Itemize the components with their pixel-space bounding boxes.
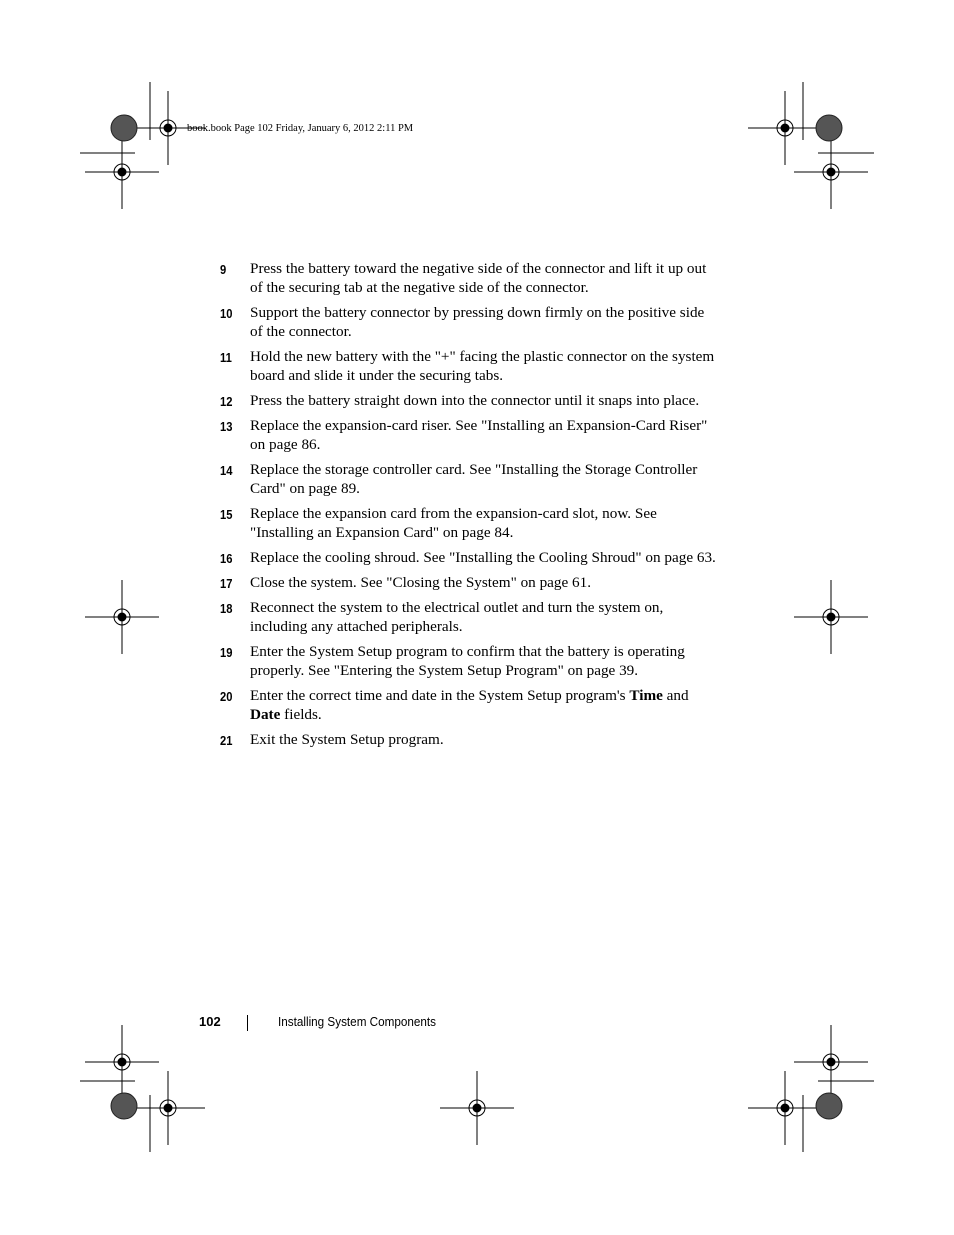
step-number: 21 [220, 733, 233, 748]
registration-mark [440, 1071, 514, 1145]
step-number: 17 [220, 576, 233, 591]
file-slug: book.book Page 102 Friday, January 6, 2012 2:11 PM [187, 123, 414, 134]
step-number: 10 [220, 306, 233, 321]
color-disk [816, 115, 842, 141]
page-number: 102 [199, 1014, 221, 1029]
step-17 [220, 573, 720, 592]
step-text: Close the system. See "Closing the System" on page 61. [250, 574, 592, 591]
step-number: 20 [220, 689, 233, 704]
step-text: Replace the cooling shroud. See "Installing the Cooling Shroud" on page 63. [250, 549, 716, 566]
registration-mark [794, 580, 868, 654]
step-number: 15 [220, 507, 233, 522]
step-number: 9 [220, 262, 227, 277]
step-13 [220, 416, 720, 454]
registration-mark [85, 135, 159, 209]
registration-mark [131, 1071, 205, 1145]
field-name-date: Date [250, 706, 281, 723]
procedure-steps [220, 259, 720, 749]
color-disk [111, 1093, 137, 1119]
step-number: 12 [220, 394, 233, 409]
color-disk [111, 115, 137, 141]
step-10 [220, 303, 720, 341]
registration-mark [85, 1025, 159, 1099]
step-text: Enter the correct time and date in the System Setup program's Time and Date fields. [250, 687, 689, 723]
section-title: Installing System Components [278, 1014, 437, 1029]
step-number: 16 [220, 551, 233, 566]
step-text: Hold the new battery with the "+" facing the plastic connector on the system board and slide it under the securing tabs. [250, 348, 715, 384]
step-text: Support the battery connector by pressing down firmly on the positive side of the connector. [250, 304, 705, 340]
step-text: Reconnect the system to the electrical outlet and turn the system on, including any attached peripherals. [250, 599, 664, 635]
step-text: Enter the System Setup program to confirm that the battery is operating properly. See "Entering the System Setup Program" on page 39. [250, 643, 685, 679]
step-18 [220, 598, 720, 636]
step-12 [220, 391, 720, 410]
registration-mark [794, 135, 868, 209]
step-text: Exit the System Setup program. [250, 731, 444, 748]
step-14 [220, 460, 720, 498]
step-text: Press the battery toward the negative side of the connector and lift it up out of the securing tab at the negative side of the connector. [250, 260, 707, 296]
field-name-time: Time [629, 687, 663, 704]
step-16 [220, 548, 720, 567]
step-text: Replace the expansion card from the expansion-card slot, now. See "Installing an Expansion Card" on page 84. [250, 505, 657, 541]
step-19 [220, 642, 720, 680]
step-text: Replace the expansion-card riser. See "Installing an Expansion-Card Riser" on page 86. [250, 417, 708, 453]
step-11 [220, 347, 720, 385]
registration-mark [748, 91, 822, 165]
step-number: 14 [220, 463, 233, 478]
registration-mark [794, 1025, 868, 1099]
step-number: 13 [220, 419, 233, 434]
registration-mark [748, 1071, 822, 1145]
step-text: Replace the storage controller card. See "Installing the Storage Controller Card" on page 89. [250, 461, 698, 497]
step-15 [220, 504, 720, 542]
registration-mark [85, 580, 159, 654]
step-21 [220, 730, 720, 749]
step-number: 19 [220, 645, 233, 660]
step-number: 18 [220, 601, 233, 616]
footer-divider [247, 1015, 248, 1031]
color-disk [816, 1093, 842, 1119]
step-number: 11 [220, 350, 232, 365]
step-20 [220, 686, 720, 724]
step-9 [220, 259, 720, 297]
step-text: Press the battery straight down into the connector until it snaps into place. [250, 392, 700, 409]
